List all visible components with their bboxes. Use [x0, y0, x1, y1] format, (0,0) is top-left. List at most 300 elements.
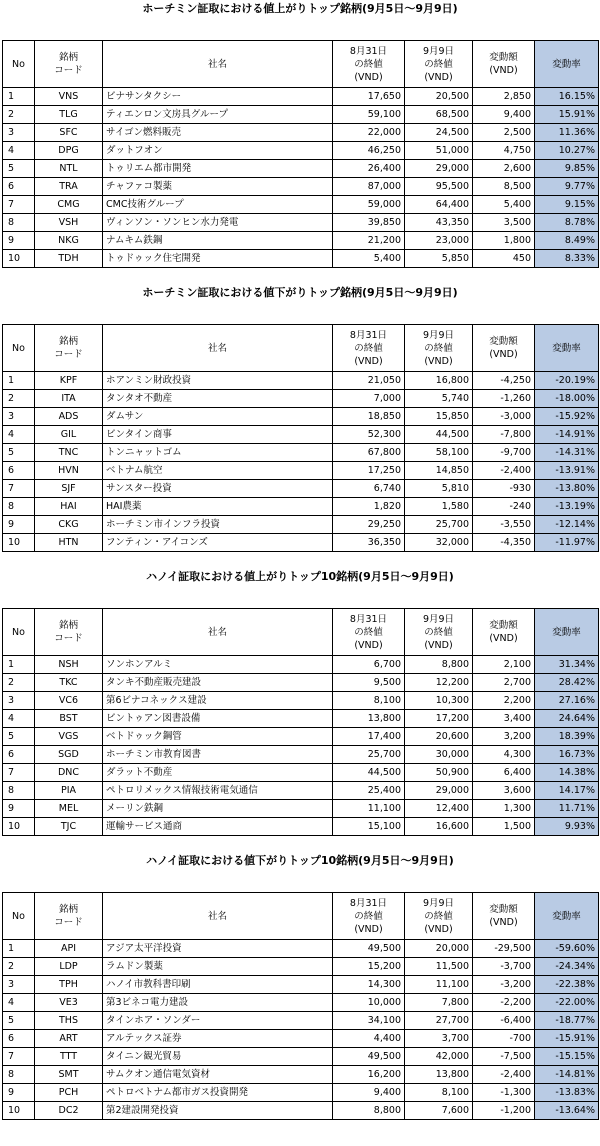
table-row — [3, 692, 599, 710]
row-no: 6 — [3, 462, 35, 480]
price-end: 20,500 — [405, 88, 473, 106]
row-no: 7 — [3, 764, 35, 782]
section-title: ホーチミン証取における値下がりトップ銘柄(9月5日〜9月9日) — [142, 286, 458, 299]
stock-code: TKC — [35, 674, 103, 692]
stock-code: TJC — [35, 818, 103, 836]
table-row — [3, 390, 599, 408]
stock-code: KPF — [35, 372, 103, 390]
price-end: 43,350 — [405, 214, 473, 232]
price-change: 2,100 — [473, 656, 535, 674]
price-start: 7,000 — [333, 390, 405, 408]
table-row — [3, 674, 599, 692]
row-no: 8 — [3, 498, 35, 516]
spacer — [0, 302, 600, 324]
price-change: -240 — [473, 498, 535, 516]
price-end: 44,500 — [405, 426, 473, 444]
header-row — [3, 41, 599, 88]
row-no: 4 — [3, 426, 35, 444]
company-name: ハノイ市教科書印刷 — [103, 976, 333, 994]
header-name: 社名 — [103, 609, 333, 656]
stock-code: PCH — [35, 1084, 103, 1102]
table-row — [3, 940, 599, 958]
header-price-end: 9月9日 の終値 (VND) — [405, 893, 473, 940]
header-row — [3, 325, 599, 372]
price-start: 21,050 — [333, 372, 405, 390]
change-rate: 31.34% — [535, 656, 599, 674]
price-change: 9,400 — [473, 106, 535, 124]
price-start: 39,850 — [333, 214, 405, 232]
price-end: 10,300 — [405, 692, 473, 710]
change-rate: -59.60% — [535, 940, 599, 958]
table-row — [3, 710, 599, 728]
row-no: 1 — [3, 372, 35, 390]
price-change: 3,200 — [473, 728, 535, 746]
stock-code: TLG — [35, 106, 103, 124]
price-change: -1,260 — [473, 390, 535, 408]
price-end: 23,000 — [405, 232, 473, 250]
price-end: 30,000 — [405, 746, 473, 764]
company-name: タインホア・ソンダー — [103, 1012, 333, 1030]
header-code: 銘柄 コード — [35, 609, 103, 656]
change-rate: 9.93% — [535, 818, 599, 836]
header-code: 銘柄 コード — [35, 41, 103, 88]
spacer — [0, 870, 600, 892]
price-start: 18,850 — [333, 408, 405, 426]
table-row — [3, 106, 599, 124]
price-start: 5,400 — [333, 250, 405, 268]
price-end: 64,400 — [405, 196, 473, 214]
row-no: 4 — [3, 142, 35, 160]
header-rate: 変動率 — [535, 325, 599, 372]
row-no: 10 — [3, 1102, 35, 1120]
price-start: 87,000 — [333, 178, 405, 196]
table-row — [3, 142, 599, 160]
row-no: 2 — [3, 390, 35, 408]
price-start: 13,800 — [333, 710, 405, 728]
stock-code: CMG — [35, 196, 103, 214]
header-name: 社名 — [103, 325, 333, 372]
price-start: 8,800 — [333, 1102, 405, 1120]
price-end: 29,000 — [405, 160, 473, 178]
change-rate: -12.14% — [535, 516, 599, 534]
price-start: 16,200 — [333, 1066, 405, 1084]
change-rate: 16.15% — [535, 88, 599, 106]
price-change: -3,700 — [473, 958, 535, 976]
stock-code: SFC — [35, 124, 103, 142]
price-end: 20,600 — [405, 728, 473, 746]
ranking-table — [2, 40, 599, 268]
change-rate: -18.77% — [535, 1012, 599, 1030]
company-name: ベトドゥック鋼管 — [103, 728, 333, 746]
price-change: -2,200 — [473, 994, 535, 1012]
company-name: タンキ不動産販売建設 — [103, 674, 333, 692]
company-name: ホーチミン市教育図書 — [103, 746, 333, 764]
change-rate: 14.17% — [535, 782, 599, 800]
row-no: 1 — [3, 940, 35, 958]
price-change: 2,700 — [473, 674, 535, 692]
company-name: ベトナム航空 — [103, 462, 333, 480]
stock-code: TPH — [35, 976, 103, 994]
change-rate: -14.91% — [535, 426, 599, 444]
row-no: 9 — [3, 1084, 35, 1102]
company-name: ラムドン製薬 — [103, 958, 333, 976]
price-change: 4,300 — [473, 746, 535, 764]
header-no: No — [3, 893, 35, 940]
table-row — [3, 976, 599, 994]
stock-code: ADS — [35, 408, 103, 426]
price-change: 6,400 — [473, 764, 535, 782]
price-end: 11,500 — [405, 958, 473, 976]
change-rate: -13.91% — [535, 462, 599, 480]
price-start: 59,100 — [333, 106, 405, 124]
price-start: 26,400 — [333, 160, 405, 178]
stock-code: ITA — [35, 390, 103, 408]
price-end: 17,200 — [405, 710, 473, 728]
price-start: 11,100 — [333, 800, 405, 818]
price-change: -700 — [473, 1030, 535, 1048]
table-row — [3, 178, 599, 196]
stock-code: SMT — [35, 1066, 103, 1084]
row-no: 4 — [3, 710, 35, 728]
change-rate: 24.64% — [535, 710, 599, 728]
row-no: 6 — [3, 746, 35, 764]
company-name: HAI農薬 — [103, 498, 333, 516]
row-no: 6 — [3, 1030, 35, 1048]
change-rate: -24.34% — [535, 958, 599, 976]
price-change: 2,200 — [473, 692, 535, 710]
company-name: ヴィンソン・ソンヒン水力発電 — [103, 214, 333, 232]
section-title: ハノイ証取における値下がりトップ10銘柄(9月5日〜9月9日) — [146, 854, 454, 867]
company-name: 第2建設開発投資 — [103, 1102, 333, 1120]
row-no: 5 — [3, 160, 35, 178]
table-row — [3, 408, 599, 426]
section-gap — [0, 552, 600, 568]
price-start: 10,000 — [333, 994, 405, 1012]
stock-code: NTL — [35, 160, 103, 178]
header-no: No — [3, 325, 35, 372]
row-no: 8 — [3, 782, 35, 800]
company-name: ダラット不動産 — [103, 764, 333, 782]
price-change: 2,500 — [473, 124, 535, 142]
row-no: 7 — [3, 196, 35, 214]
change-rate: 16.73% — [535, 746, 599, 764]
stock-code: NSH — [35, 656, 103, 674]
company-name: ビンタイン商事 — [103, 426, 333, 444]
price-change: -3,200 — [473, 976, 535, 994]
change-rate: 27.16% — [535, 692, 599, 710]
row-no: 8 — [3, 214, 35, 232]
price-end: 42,000 — [405, 1048, 473, 1066]
stock-code: SGD — [35, 746, 103, 764]
stock-code: PIA — [35, 782, 103, 800]
price-end: 5,740 — [405, 390, 473, 408]
header-rate: 変動率 — [535, 41, 599, 88]
price-end: 50,900 — [405, 764, 473, 782]
change-rate: -14.31% — [535, 444, 599, 462]
company-name: 第6ビナコネックス建設 — [103, 692, 333, 710]
table-row — [3, 1030, 599, 1048]
price-end: 16,600 — [405, 818, 473, 836]
table-row — [3, 516, 599, 534]
stock-code: TDH — [35, 250, 103, 268]
price-change: 3,600 — [473, 782, 535, 800]
header-rate: 変動率 — [535, 609, 599, 656]
table-row — [3, 1066, 599, 1084]
table-row — [3, 958, 599, 976]
table-row — [3, 800, 599, 818]
change-rate: 28.42% — [535, 674, 599, 692]
company-name: タイニン観光貿易 — [103, 1048, 333, 1066]
change-rate: 10.27% — [535, 142, 599, 160]
header-no: No — [3, 609, 35, 656]
spacer — [0, 586, 600, 608]
row-no: 9 — [3, 516, 35, 534]
price-end: 7,800 — [405, 994, 473, 1012]
row-no: 3 — [3, 124, 35, 142]
row-no: 1 — [3, 88, 35, 106]
company-name: ティエンロン文房具グループ — [103, 106, 333, 124]
company-name: サンスター投資 — [103, 480, 333, 498]
stock-code: DC2 — [35, 1102, 103, 1120]
section-title: ハノイ証取における値上がりトップ10銘柄(9月5日〜9月9日) — [146, 570, 454, 583]
price-change: 3,500 — [473, 214, 535, 232]
stock-code: THS — [35, 1012, 103, 1030]
price-start: 8,100 — [333, 692, 405, 710]
company-name: トゥリエム都市開発 — [103, 160, 333, 178]
row-no: 2 — [3, 106, 35, 124]
price-start: 49,500 — [333, 940, 405, 958]
ranking-table — [2, 892, 599, 1120]
table-row — [3, 372, 599, 390]
header-change: 変動額 (VND) — [473, 325, 535, 372]
stock-code: TNC — [35, 444, 103, 462]
stock-code: HVN — [35, 462, 103, 480]
price-change: -7,500 — [473, 1048, 535, 1066]
price-end: 13,800 — [405, 1066, 473, 1084]
table-row — [3, 818, 599, 836]
stock-code: TRA — [35, 178, 103, 196]
table-row — [3, 994, 599, 1012]
table-section — [0, 0, 600, 268]
company-name: 第3ビネコ電力建設 — [103, 994, 333, 1012]
price-start: 25,400 — [333, 782, 405, 800]
row-no: 7 — [3, 480, 35, 498]
header-no: No — [3, 41, 35, 88]
price-start: 17,400 — [333, 728, 405, 746]
price-end: 27,700 — [405, 1012, 473, 1030]
header-change: 変動額 (VND) — [473, 609, 535, 656]
change-rate: 8.49% — [535, 232, 599, 250]
row-no: 4 — [3, 994, 35, 1012]
price-start: 22,000 — [333, 124, 405, 142]
price-start: 67,800 — [333, 444, 405, 462]
header-code: 銘柄 コード — [35, 893, 103, 940]
price-change: -3,000 — [473, 408, 535, 426]
price-end: 20,000 — [405, 940, 473, 958]
price-start: 9,400 — [333, 1084, 405, 1102]
change-rate: 14.38% — [535, 764, 599, 782]
price-end: 5,810 — [405, 480, 473, 498]
price-change: 2,850 — [473, 88, 535, 106]
stock-code: HTN — [35, 534, 103, 552]
price-end: 68,500 — [405, 106, 473, 124]
change-rate: -13.64% — [535, 1102, 599, 1120]
row-no: 10 — [3, 534, 35, 552]
price-end: 8,100 — [405, 1084, 473, 1102]
stock-code: MEL — [35, 800, 103, 818]
stock-code: DNC — [35, 764, 103, 782]
price-change: 3,400 — [473, 710, 535, 728]
table-section — [0, 284, 600, 552]
header-code: 銘柄 コード — [35, 325, 103, 372]
price-change: 450 — [473, 250, 535, 268]
table-row — [3, 250, 599, 268]
row-no: 10 — [3, 250, 35, 268]
price-end: 95,500 — [405, 178, 473, 196]
company-name: トンニャットゴム — [103, 444, 333, 462]
change-rate: -15.92% — [535, 408, 599, 426]
stock-code: DPG — [35, 142, 103, 160]
price-end: 12,200 — [405, 674, 473, 692]
row-no: 3 — [3, 976, 35, 994]
table-row — [3, 1048, 599, 1066]
stock-code: BST — [35, 710, 103, 728]
section-gap — [0, 836, 600, 852]
price-end: 3,700 — [405, 1030, 473, 1048]
change-rate: 11.36% — [535, 124, 599, 142]
row-no: 9 — [3, 232, 35, 250]
price-change: 8,500 — [473, 178, 535, 196]
stock-code: ART — [35, 1030, 103, 1048]
header-price-start: 8月31日 の終値 (VND) — [333, 41, 405, 88]
row-no: 1 — [3, 656, 35, 674]
company-name: CMC技術グループ — [103, 196, 333, 214]
price-change: -7,800 — [473, 426, 535, 444]
header-price-end: 9月9日 の終値 (VND) — [405, 41, 473, 88]
table-section — [0, 568, 600, 836]
stock-code: VNS — [35, 88, 103, 106]
company-name: トゥドゥック住宅開発 — [103, 250, 333, 268]
row-no: 2 — [3, 674, 35, 692]
stock-code: VC6 — [35, 692, 103, 710]
table-row — [3, 462, 599, 480]
company-name: ビントゥアン図書設備 — [103, 710, 333, 728]
price-end: 29,000 — [405, 782, 473, 800]
change-rate: -18.00% — [535, 390, 599, 408]
row-no: 6 — [3, 178, 35, 196]
change-rate: 8.33% — [535, 250, 599, 268]
stock-code: GIL — [35, 426, 103, 444]
stock-code: VGS — [35, 728, 103, 746]
change-rate: 18.39% — [535, 728, 599, 746]
change-rate: 11.71% — [535, 800, 599, 818]
price-change: 1,500 — [473, 818, 535, 836]
table-row — [3, 656, 599, 674]
table-row — [3, 160, 599, 178]
price-start: 59,000 — [333, 196, 405, 214]
row-no: 9 — [3, 800, 35, 818]
price-start: 49,500 — [333, 1048, 405, 1066]
change-rate: 9.15% — [535, 196, 599, 214]
change-rate: 15.91% — [535, 106, 599, 124]
price-end: 24,500 — [405, 124, 473, 142]
change-rate: -15.91% — [535, 1030, 599, 1048]
row-no: 7 — [3, 1048, 35, 1066]
table-row — [3, 1084, 599, 1102]
price-start: 17,650 — [333, 88, 405, 106]
price-start: 15,100 — [333, 818, 405, 836]
price-change: 2,600 — [473, 160, 535, 178]
price-start: 34,100 — [333, 1012, 405, 1030]
table-row — [3, 232, 599, 250]
price-end: 58,100 — [405, 444, 473, 462]
table-row — [3, 1012, 599, 1030]
stock-code: NKG — [35, 232, 103, 250]
price-change: 1,300 — [473, 800, 535, 818]
price-start: 15,200 — [333, 958, 405, 976]
company-name: ペトロリメックス情報技術電気通信 — [103, 782, 333, 800]
price-change: -2,400 — [473, 1066, 535, 1084]
table-row — [3, 124, 599, 142]
row-no: 2 — [3, 958, 35, 976]
table-row — [3, 1102, 599, 1120]
header-row — [3, 893, 599, 940]
stock-code: VSH — [35, 214, 103, 232]
price-change: 4,750 — [473, 142, 535, 160]
price-end: 12,400 — [405, 800, 473, 818]
price-change: -3,550 — [473, 516, 535, 534]
price-change: -6,400 — [473, 1012, 535, 1030]
table-row — [3, 426, 599, 444]
price-start: 52,300 — [333, 426, 405, 444]
header-price-end: 9月9日 の終値 (VND) — [405, 609, 473, 656]
price-start: 21,200 — [333, 232, 405, 250]
table-row — [3, 480, 599, 498]
price-end: 11,100 — [405, 976, 473, 994]
company-name: 運輸サービス通商 — [103, 818, 333, 836]
stock-code: CKG — [35, 516, 103, 534]
table-row — [3, 764, 599, 782]
price-change: -29,500 — [473, 940, 535, 958]
change-rate: -22.38% — [535, 976, 599, 994]
change-rate: -14.81% — [535, 1066, 599, 1084]
stock-code: HAI — [35, 498, 103, 516]
company-name: ビナサンタクシー — [103, 88, 333, 106]
price-change: -2,400 — [473, 462, 535, 480]
price-change: -4,350 — [473, 534, 535, 552]
company-name: アジア太平洋投資 — [103, 940, 333, 958]
table-row — [3, 534, 599, 552]
price-start: 36,350 — [333, 534, 405, 552]
ranking-table — [2, 608, 599, 836]
company-name: チャファコ製薬 — [103, 178, 333, 196]
table-row — [3, 498, 599, 516]
price-start: 4,400 — [333, 1030, 405, 1048]
company-name: ホアンミン財政投資 — [103, 372, 333, 390]
header-name: 社名 — [103, 41, 333, 88]
header-change: 変動額 (VND) — [473, 41, 535, 88]
price-end: 51,000 — [405, 142, 473, 160]
company-name: フンティン・アイコンズ — [103, 534, 333, 552]
price-end: 14,850 — [405, 462, 473, 480]
row-no: 5 — [3, 1012, 35, 1030]
change-rate: 8.78% — [535, 214, 599, 232]
stock-code: TTT — [35, 1048, 103, 1066]
company-name: タンタオ不動産 — [103, 390, 333, 408]
price-start: 9,500 — [333, 674, 405, 692]
header-row — [3, 609, 599, 656]
table-row — [3, 214, 599, 232]
